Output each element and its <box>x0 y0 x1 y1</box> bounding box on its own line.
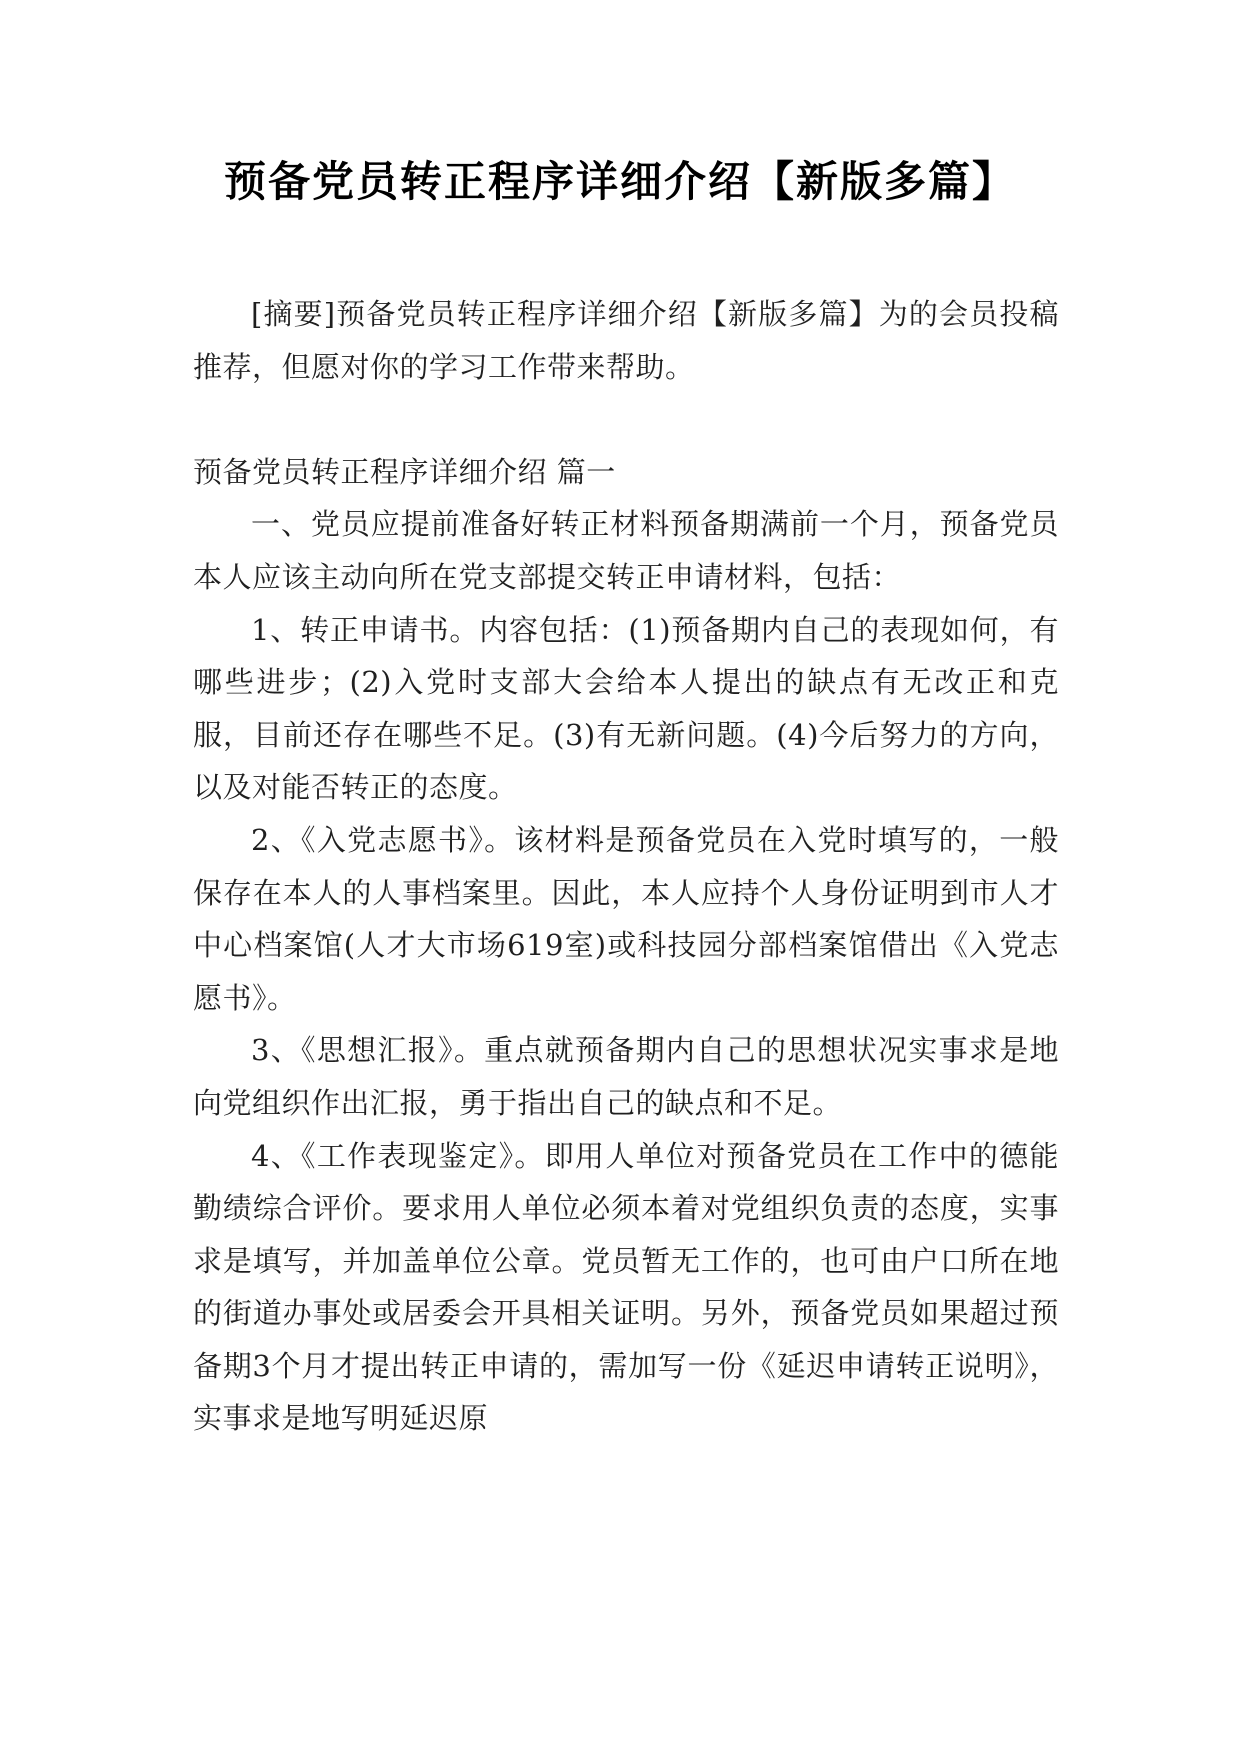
section-heading: 预备党员转正程序详细介绍 篇一 <box>193 454 616 489</box>
abstract-paragraph: [摘要]预备党员转正程序详细介绍【新版多篇】为的会员投稿推荐，但愿对你的学习工作带来帮助。 <box>193 297 1059 384</box>
body-paragraph-3: 2、《入党志愿书》。该材料是预备党员在入党时填写的，一般保存在本人的人事档案里。因此，本人应持个人身份证明到市人才中心档案馆(人才大市场619室)或科技园分部档案馆借出《入党志愿书》。 <box>193 822 1059 1015</box>
document-title: 预备党员转正程序详细介绍【新版多篇】 <box>223 157 1016 206</box>
body-paragraph-1: 一、党员应提前准备好转正材料预备期满前一个月，预备党员本人应该主动向所在党支部提交转正申请材料，包括： <box>193 507 1059 594</box>
paragraph-spacer <box>193 393 1059 446</box>
document-body <box>193 288 1059 1445</box>
body-paragraph-5: 4、《工作表现鉴定》。即用人单位对预备党员在工作中的德能勤绩综合评价。要求用人单位必须本着对党组织负责的态度，实事求是填写，并加盖单位公章。党员暂无工作的，也可由户口所在地的街道办事处或居委会开具相关证明。另外，预备党员如果超过预备期3个月才提出转正申请的，需加写一份《延迟申请转正说明》，实事求是地写明延迟原 <box>193 1138 1059 1436</box>
body-paragraph-2: 1、转正申请书。内容包括：(1)预备期内自己的表现如何，有哪些进步；(2)入党时支部大会给本人提出的缺点有无改正和克服，目前还存在哪些不足。(3)有无新问题。(4)今后努力的方向，以及对能否转正的态度。 <box>193 612 1059 805</box>
body-paragraph-4: 3、《思想汇报》。重点就预备期内自己的思想状况实事求是地向党组织作出汇报，勇于指出自己的缺点和不足。 <box>193 1033 1059 1120</box>
